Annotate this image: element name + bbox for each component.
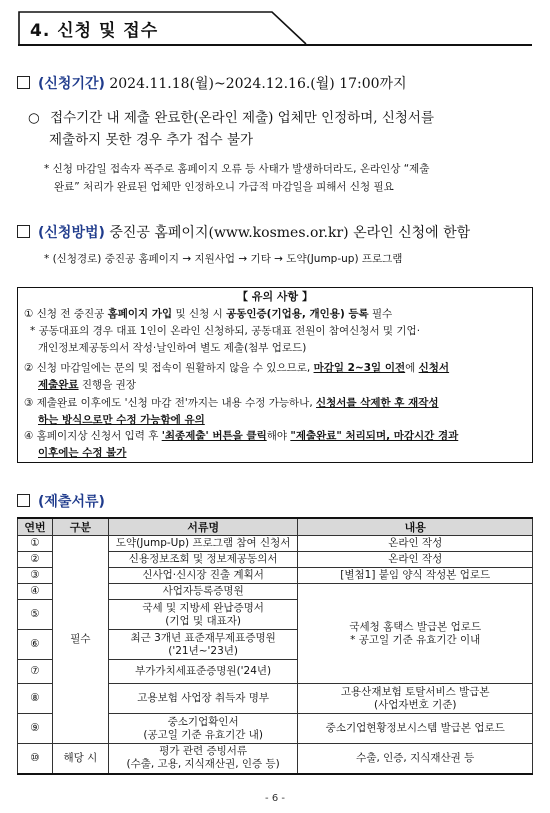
page-title: 4. 신청 및 접수 xyxy=(30,21,159,41)
notice-emphasis: 마감일 2~3일 이전 xyxy=(313,362,406,374)
row-content-line1: 고용산재보험 토탈서비스 발급본 xyxy=(340,685,490,698)
row-no: ③ xyxy=(18,568,53,584)
period-bullet-line1: 접수기간 내 제출 완료한(온라인 제출) 업체만 인정하며, 신청서를 xyxy=(50,110,435,126)
notice-emphasis: 홈페이지 가입 xyxy=(107,308,173,320)
method-section xyxy=(17,222,470,242)
notice-item-3 xyxy=(24,395,526,429)
notice-subnote-line2: 개인정보제공동의서 작성·날인하여 별도 제출(첨부 업로드) xyxy=(38,342,307,354)
table-row xyxy=(18,744,533,774)
notice-item-2 xyxy=(24,360,526,394)
notice-item-4 xyxy=(24,428,526,462)
notice-emphasis: 공동인증(기업용, 개인용) 등록 xyxy=(226,308,369,320)
row-no: ⑤ xyxy=(18,600,53,630)
row-doc-name-line2: ('21년~'23년) xyxy=(168,644,239,657)
row-doc-name xyxy=(108,744,298,774)
row-doc-name: 도약(Jump-Up) 프로그램 참여 신청서 xyxy=(108,536,298,552)
header-doc-name: 서류명 xyxy=(108,518,298,536)
row-content: 온라인 작성 xyxy=(298,552,533,568)
notice-text: 필수 xyxy=(368,308,393,320)
notice-subnote-line1: * 공동대표의 경우 대표 1인이 온라인 신청하되, 공동대표 전원이 참여신청서 및 기업· xyxy=(30,325,421,337)
period-section xyxy=(17,73,407,93)
row-no: ② xyxy=(18,552,53,568)
header-no: 연번 xyxy=(18,518,53,536)
method-label: (신청방법) xyxy=(38,225,105,241)
row-content: 수출, 인증, 지식재산권 등 xyxy=(298,744,533,774)
notice-title: 【 유의 사항 】 xyxy=(237,290,313,303)
row-doc-name: 고용보험 사업장 취득자 명부 xyxy=(108,684,298,714)
merged-content-line1: 국세청 홈택스 발급본 업로드 xyxy=(349,620,482,633)
notice-text: ② 신청 마감일에는 문의 및 접속이 원활하지 않을 수 있으므로, xyxy=(24,362,314,374)
notice-text: 진행을 권장 xyxy=(78,379,136,391)
period-note-line2: 완료” 처리가 완료된 업체만 인정하오니 가급적 마감일을 피해서 신청 필요 xyxy=(54,181,394,193)
row-no: ④ xyxy=(18,584,53,600)
row-doc-name-line2: (수출, 고용, 지식재산권, 인증 등) xyxy=(126,758,280,771)
page-number: - 6 - xyxy=(265,793,285,804)
checkbox-square-icon xyxy=(17,76,30,89)
row-no: ⑧ xyxy=(18,684,53,714)
table-row xyxy=(18,536,533,552)
section-heading-tab xyxy=(18,11,272,44)
notice-emphasis: "제출완료" 처리되며, 마감시간 경과 xyxy=(290,430,459,442)
notice-text: 해야 xyxy=(266,430,291,442)
merged-content-line2: * 공고일 기준 유효기간 이내 xyxy=(350,633,481,646)
row-no: ⑥ xyxy=(18,630,53,660)
row-doc-name-line1: 국세 및 지방세 완납증명서 xyxy=(142,601,264,614)
row-no: ⑦ xyxy=(18,660,53,684)
merged-content xyxy=(298,584,533,684)
row-doc-name: 사업자등록증명원 xyxy=(108,584,298,600)
circle-bullet-icon: ○ xyxy=(28,110,40,126)
notice-text: ③ 제출완료 이후에도 '신청 마감 전'까지는 내용 수정 가능하나, xyxy=(24,397,316,409)
checkbox-square-icon xyxy=(17,494,30,507)
row-doc-name: 부가가치세표준증명원('24년) xyxy=(108,660,298,684)
group-required: 필수 xyxy=(52,536,108,744)
notice-box xyxy=(17,287,533,463)
row-no: ⑨ xyxy=(18,714,53,744)
period-label: (신청기간) xyxy=(38,76,105,92)
row-no: ⑩ xyxy=(18,744,53,774)
notice-emphasis: '최종제출' 버튼을 클릭 xyxy=(161,430,267,442)
row-content-line2: (사업자번호 기준) xyxy=(373,698,457,711)
row-doc-name xyxy=(108,630,298,660)
docs-section xyxy=(17,491,105,511)
header-category: 구분 xyxy=(52,518,108,536)
row-doc-name-line2: (기업 및 대표자) xyxy=(165,614,242,627)
row-content: 중소기업현황정보시스템 발급본 업로드 xyxy=(298,714,533,744)
row-doc-name-line1: 최근 3개년 표준재무제표증명원 xyxy=(130,631,276,644)
notice-emphasis: 하는 방식으로만 수정 가능함에 유의 xyxy=(38,414,205,426)
documents-table xyxy=(17,517,533,775)
row-content: 온라인 작성 xyxy=(298,536,533,552)
group-optional: 해당 시 xyxy=(52,744,108,774)
header-content: 내용 xyxy=(298,518,533,536)
heading-divider xyxy=(18,44,532,46)
row-doc-name: 신사업·신시장 진출 계획서 xyxy=(108,568,298,584)
row-no: ① xyxy=(18,536,53,552)
docs-label: (제출서류) xyxy=(38,494,105,510)
notice-emphasis: 이후에는 수정 불가 xyxy=(38,447,127,459)
method-value: 중진공 홈페이지(www.kosmes.or.kr) 온라인 신청에 한함 xyxy=(109,225,471,241)
notice-item-1 xyxy=(24,306,526,357)
row-content xyxy=(298,684,533,714)
period-bullet-line2: 제출하지 못한 경우 추가 접수 불가 xyxy=(49,132,254,148)
period-bullet xyxy=(28,107,434,151)
row-doc-name xyxy=(108,714,298,744)
notice-emphasis: 신청서를 삭제한 후 재작성 xyxy=(316,397,439,409)
notice-text: 및 신청 시 xyxy=(172,308,227,320)
table-header-row xyxy=(18,518,533,536)
period-value: 2024.11.18(월)~2024.12.16.(월) 17:00까지 xyxy=(109,76,407,92)
notice-emphasis: 신청서 xyxy=(418,362,450,374)
checkbox-square-icon xyxy=(17,225,30,238)
notice-text: ④ 홈페이지상 신청서 입력 후 xyxy=(24,430,162,442)
period-note-line1: * 신청 마감일 접속자 폭주로 홈페이지 오류 등 사태가 발생하더라도, 온라인상 “제출 xyxy=(44,163,430,175)
notice-text: ① 신청 전 중진공 xyxy=(24,308,108,320)
row-doc-name-line1: 평가 관련 증빙서류 xyxy=(159,745,248,758)
notice-emphasis: 제출완료 xyxy=(38,379,79,391)
row-content: [별첨1] 붙임 양식 작성본 업로드 xyxy=(298,568,533,584)
row-doc-name xyxy=(108,600,298,630)
row-doc-name: 신용정보조회 및 정보제공동의서 xyxy=(108,552,298,568)
row-doc-name-line1: 중소기업확인서 xyxy=(167,715,239,728)
row-doc-name-line2: (공고일 기준 유효기간 내) xyxy=(143,728,263,741)
period-note xyxy=(44,160,534,196)
notice-text: 에 xyxy=(405,362,419,374)
method-note: * (신청경로) 중진공 홈페이지 → 지원사업 → 기타 → 도약(Jump-up) 프로그램 xyxy=(44,253,403,265)
